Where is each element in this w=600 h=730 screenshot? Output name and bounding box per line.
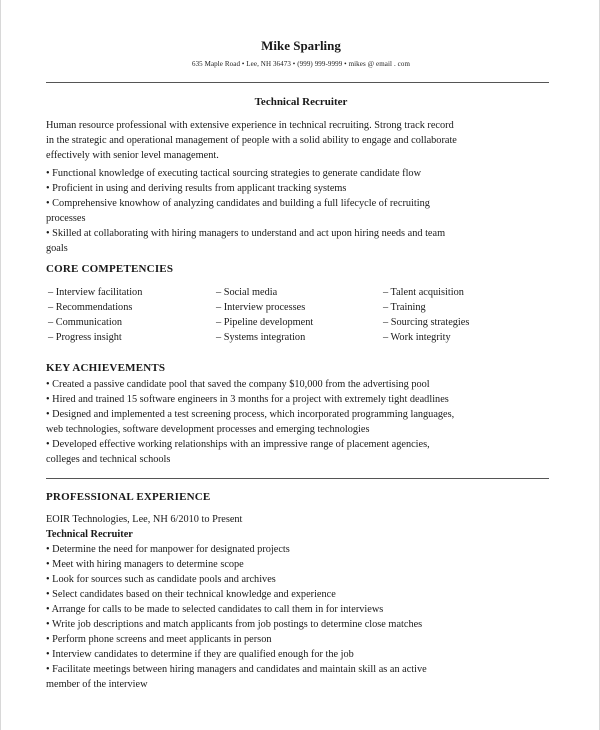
employer-line: EOIR Technologies, Lee, NH 6/2010 to Present: [46, 514, 243, 525]
summary-bullet-line: • Skilled at collaborating with hiring managers to understand and act upon hiring needs and team: [46, 228, 446, 239]
duty-line: • Write job descriptions and match applicants from job postings to determine close matches: [46, 619, 423, 630]
competency-item: – Work integrity: [383, 332, 451, 343]
competency-item: – Recommendations: [48, 302, 133, 313]
duty-line: • Determine the need for manpower for designated projects: [46, 544, 290, 555]
achievement-line: • Created a passive candidate pool that saved the company $10,000 from the advertising pool: [46, 379, 430, 390]
competency-item: – Progress insight: [48, 332, 122, 343]
core-competencies-heading: CORE COMPETENCIES: [46, 263, 174, 275]
header-divider: [46, 82, 549, 83]
competency-item: – Social media: [216, 287, 278, 298]
summary-bullet-line: • Functional knowledge of executing tactical sourcing strategies to generate candidate flow: [46, 168, 422, 179]
achievement-line: colleges and technical schools: [46, 454, 171, 465]
competency-column-3: [383, 285, 469, 345]
achievement-line: • Hired and trained 15 software engineers in 3 months for a project with extremely tight deadlines: [46, 394, 449, 405]
candidate-name: Mike Sparling: [261, 38, 341, 53]
achievement-line: web technologies, software development processes and emerging technologies: [46, 424, 370, 435]
section-divider: [46, 478, 549, 479]
competency-item: – Training: [383, 302, 426, 313]
achievement-line: • Developed effective working relationships with an impressive range of placement agencies,: [46, 439, 430, 450]
competency-column-2: [216, 285, 313, 345]
professional-experience-heading: PROFESSIONAL EXPERIENCE: [46, 491, 211, 503]
duty-line: • Look for sources such as candidate pools and archives: [46, 574, 276, 585]
experience-duties: [46, 542, 556, 692]
competency-item: – Interview facilitation: [48, 287, 143, 298]
competency-item: – Systems integration: [216, 332, 306, 343]
summary-bullets: [46, 166, 556, 256]
achievement-line: • Designed and implemented a test screening process, which incorporated programming languages,: [46, 409, 455, 420]
duty-line: • Interview candidates to determine if they are qualified enough for the job: [46, 649, 354, 660]
competency-column-1: [48, 285, 142, 345]
summary-paragraph: [46, 118, 556, 163]
duty-line: • Facilitate meetings between hiring managers and candidates and maintain skill as an active: [46, 664, 427, 675]
summary-bullet-line: goals: [46, 243, 68, 254]
summary-line: in the strategic and operational management of people with a solid ability to engage and collaborate: [46, 135, 457, 146]
duty-line: • Select candidates based on their technical knowledge and experience: [46, 589, 336, 600]
summary-line: effectively with senior level management.: [46, 150, 219, 161]
job-title: Technical Recruiter: [254, 96, 348, 108]
summary-bullet-line: • Comprehensive knowhow of analyzing candidates and building a full lifecycle of recruiting: [46, 198, 430, 209]
duty-line: • Arrange for calls to be made to selected candidates to call them in for interviews: [46, 604, 384, 615]
competency-item: – Communication: [48, 317, 123, 328]
experience-header: [46, 512, 556, 542]
duty-line: member of the interview: [46, 679, 148, 690]
competency-item: – Sourcing strategies: [383, 317, 470, 328]
competency-item: – Pipeline development: [216, 317, 314, 328]
summary-line: Human resource professional with extensive experience in technical recruiting. Strong track record: [46, 120, 454, 131]
key-achievements-heading: KEY ACHIEVEMENTS: [46, 362, 166, 374]
duty-line: • Perform phone screens and meet applicants in person: [46, 634, 272, 645]
summary-bullet-line: processes: [46, 213, 86, 224]
duty-line: • Meet with hiring managers to determine scope: [46, 559, 244, 570]
competency-item: – Talent acquisition: [383, 287, 464, 298]
achievements-list: [46, 377, 556, 467]
competency-item: – Interview processes: [216, 302, 306, 313]
summary-bullet-line: • Proficient in using and deriving results from applicant tracking systems: [46, 183, 347, 194]
contact-line: 635 Maple Road • Lee, NH 36473 • (999) 999-9999 • mikes @ email . com: [191, 60, 411, 68]
role-title: Technical Recruiter: [46, 529, 133, 540]
